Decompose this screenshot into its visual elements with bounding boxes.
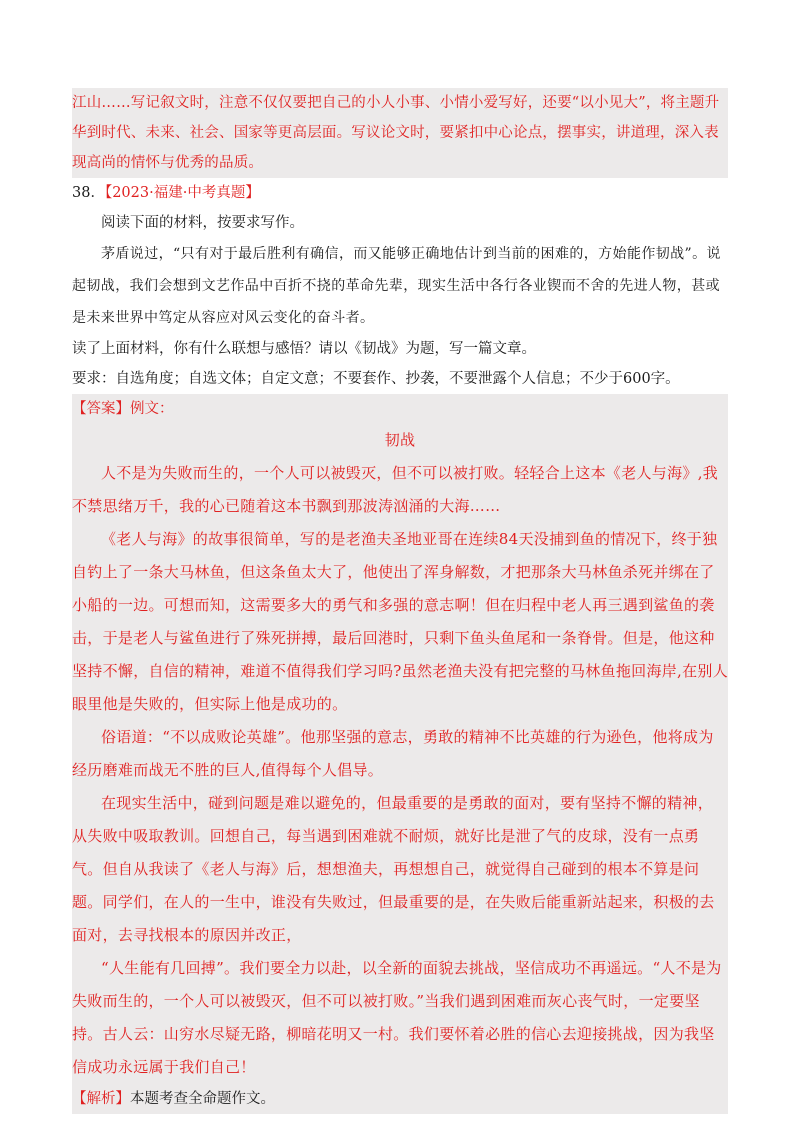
- previous-answer-text: 江山……写记叙文时，注意不仅仅要把自己的小人小事、小情小爱写好，还要“以小见大”，将主题升华到时代、未来、社会、国家等更高层面。写议论文时，要紧扣中心论点，摆事实，讲道理，深入表现高尚的情怀与优秀的品质。: [72, 95, 720, 171]
- question-material: 茅盾说过，“只有对于最后胜利有确信，而又能够正确地估计到当前的困难的，方始能作韧战”。说起韧战，我们会想到文艺作品中百折不挠的革命先辈，现实生活中各行各业锲而不舍的先进人物，甚或是未来世界中笃定从容应对风云变化的奋斗者。: [72, 246, 721, 326]
- analysis-label: 【解析】: [72, 1091, 130, 1107]
- essay-paragraph: 《老人与海》的故事很简单，写的是老渔夫圣地亚哥在连续84天没捕到鱼的情况下，终于独自钓上了一条大马林鱼，但这条鱼太大了，他使出了浑身解数，才把那条大马林鱼杀死并绑在了小船的一边。可想而知，这需要多大的勇气和多强的意志啊！但在归程中老人再三遇到鲨鱼的袭击，于是老人与鲨鱼进行了殊死拼搏，最后回港时，只剩下鱼头鱼尾和一条脊骨。但是，他这种坚持不懈，自信的精神，难道不值得我们学习吗?虽然老渔夫没有把完整的马林鱼拖回海岸,在别人眼里他是失败的，但实际上他是成功的。: [72, 530, 729, 713]
- answer-header: [72, 394, 728, 424]
- question-source: 【2023·福建·中考真题】: [104, 185, 260, 201]
- essay-paragraph: 人不是为失败而生的，一个人可以被毁灭，但不可以被打败。轻轻合上这本《老人与海》,我不禁思绪万千，我的心已随着这本书飘到那波涛汹涌的大海……: [72, 464, 719, 515]
- essay-paragraph: “人生能有几回搏”。我们要全力以赴，以全新的面貌去挑战，坚信成功不再遥远。“人不是为失败而生的，一个人可以被毁灭，但不可以被打败。”当我们遇到困难而灰心丧气时，一定要坚持。古人云：山穷水尽疑无路，柳暗花明又一村。我们要怀着必胜的信心去迎接挑战，因为我坚信成功永远属于我们自己！: [72, 959, 722, 1076]
- analysis-text: 本题考查全命题作文。: [130, 1091, 275, 1107]
- answer-intro: 例文：: [130, 401, 174, 417]
- answer-label: 【答案】: [72, 401, 130, 417]
- previous-answer-block: [72, 88, 728, 178]
- answer-block: [72, 394, 728, 1114]
- question-number: 38．: [72, 185, 105, 201]
- analysis-line: [72, 1084, 728, 1114]
- page-content: [72, 88, 728, 1114]
- question-prompt: 读了上面材料，你有什么联想与感悟？请以《韧战》为题，写一篇文章。: [72, 341, 536, 357]
- essay-paragraph: 在现实生活中，碰到问题是难以避免的，但最重要的是勇敢的面对，要有坚持不懈的精神，从失败中吸取教训。回想自己，每当遇到困难就不耐烦，就好比是泄了气的皮球，没有一点勇气。但自从我读了《老人与海》后，想想渔夫，再想想自己，就觉得自己碰到的根本不算是问题。同学们，在人的一生中，谁没有失败过，但最重要的是，在失败后能重新站起来，积极的去面对，去寻找根本的原因并改正，: [72, 794, 715, 944]
- question-requirements: 要求：自选角度；自选文体；自定文意；不要套作、抄袭，不要泄露个人信息；不少于600字。: [72, 371, 680, 387]
- essay-title: 韧战: [384, 431, 416, 449]
- question-instruction: 阅读下面的材料，按要求写作。: [101, 215, 304, 231]
- essay-paragraph: 俗语道：“不以成败论英雄”。他那坚强的意志，勇敢的精神不比英雄的行为逊色，他将成为经历磨难而战无不胜的巨人,值得每个人倡导。: [72, 728, 714, 779]
- question-header: [72, 178, 728, 208]
